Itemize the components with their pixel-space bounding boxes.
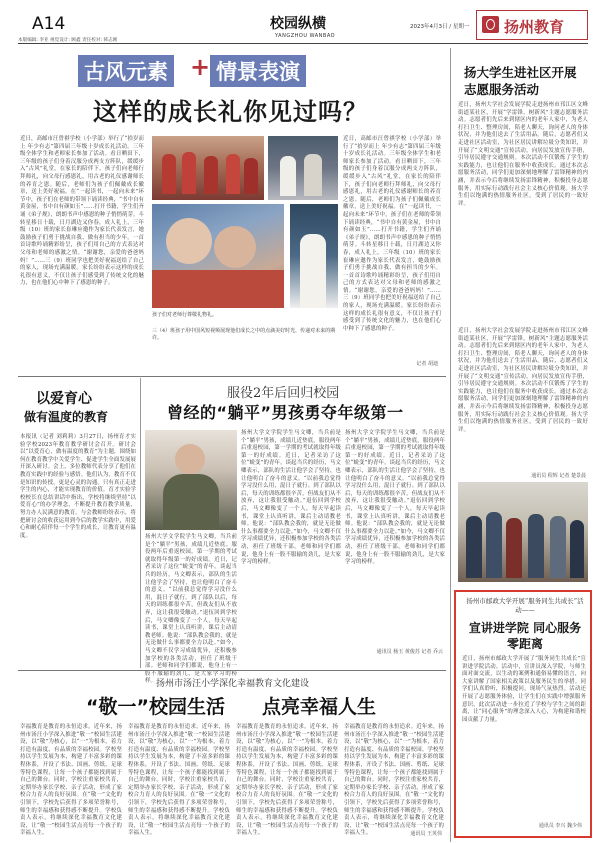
lead-title-part1: 古风元素 bbox=[78, 55, 174, 87]
page-header bbox=[18, 8, 588, 50]
lead-body: 近日，高邮市汪曾祺学校（小学部）举行了“拾岁而上 年少有志”第四届三年级十岁成长礼活动。三年级全体学生和老师家长参加了活动。看日晒田下，三年级的孩子们身着汉服分成两支方阵队，缓缓步入“古风”礼堂，在家长的陪伴下，孩子们向老师行拜师礼，向父母行感恩礼，用古老的礼仪感谢师长的养育之恩。随后，老师们为孩子们佩戴成长徽章，送上美好祝福。在“一起读书，一起向未来”环节中，孩子们在老师的带领下诵读经典，“书中自有黄金屋，书中自有颜如玉”……打开书籍，学生们齐诵《弟子规》，朗朗书声中感恩的种子悄悄萌芽。斗转星移日十载，日月湖边又你春，成人礼上，三年级（10）班的家长崔琳应邀作为家长代表发言，她鼓励孩子们勇于挑战自我、做有担当的少年。一首首诗歌吟诵精彩纷呈，孩子们用自己的方式表达对父母和老师的感激之情。“谢谢您，亲爱的爸爸妈妈！”……三（9）班同学也把美好祝福送给了自己的家人，现场充满温暖。家长纷纷表示这样的成长礼很有意义，不仅让孩子们感受到了传统文化的魅力，也在他们心中种下了感恩的种子。 bbox=[20, 136, 144, 287]
bottom-byline: 通讯员 王英伟 bbox=[410, 831, 442, 837]
mid-center-body-col2: 扬州大学文学院学生马文卿，当兵前是个“躺平”男孩，成绩几近垫底。服役两年后重返校园，第一学期的考试就取得年级第一的好成绩。近日，记者采访了这位“蜕变”的青年。谈起当兵的经历，马文卿表示，部队的生活让他学会了坚持，也让他明白了奋斗的意义。“以前我总觉得学习没什么用，混日子就行。到了部队以后，每天的训练都很辛苦，但战友们从不放弃，这让我很受触动。”退伍回到学校后，马文卿像变了一个人，每天早起读书，课堂上认真听讲，课后主动请教老师。他说：“部队教会我的，就是无论做什么事都要全力以赴。”如今，马文卿不仅学习成绩优异，还积极参加学校的各类活动，担任了班级干部。老师和同学们都说，他身上有一股不服输的劲儿，是大家学习的榜样。 bbox=[345, 430, 445, 566]
mid-center-photo bbox=[145, 430, 237, 530]
mid-center-byline: 通讯员 杨玉 黄俊苏 记者 乔云 bbox=[376, 649, 443, 655]
lead-photo-2 bbox=[268, 136, 338, 200]
lead-photo-caption: 孩子们对老师行尊敬礼物礼。 bbox=[152, 312, 218, 318]
bottom-body-col1: 幸福教育是教育的永恒追求。近年来，扬州市汤汪小学深入推进“敬一”校园生活建设，以“敬”为核心，以“一”为根本，着力打造有温度、有品质的幸福校园。学校坚持以学生发展为本，构建了丰富多彩的课程体系，开设了书法、国画、剪纸、足球等特色课程，让每一个孩子都能找到属于自己的舞台。同时，学校注重家校共育，定期举办家长学校、亲子活动，形成了家校合力育人的良好氛围。在“敬一”文化的引领下，学校先后获得了多项荣誉称号，师生的幸福感和获得感不断提升。学校负责人表示，将继续深化幸福教育文化建设，让“敬一”校园生活点亮每一个孩子的幸福人生。 bbox=[20, 724, 122, 837]
lead-title-line2: 这样的成长礼你见过吗？ bbox=[93, 98, 368, 126]
mid-center-title: 曾经的“躺平”男孩勇夺年级第一 bbox=[167, 403, 404, 422]
mid-left-title-2: 做有温度的教育 bbox=[24, 410, 109, 424]
right-box-title: 宣讲进学院 同心服务零距离 bbox=[468, 621, 582, 651]
seal-icon bbox=[482, 16, 499, 33]
right-top-byline: 通讯员 程辉 记者 楚景晨 bbox=[531, 473, 586, 479]
page-number: A14 bbox=[32, 14, 66, 34]
lead-body-col4: 近日，高邮市汪曾祺学校（小学部）举行了“拾岁而上 年少有志”第四届三年级十岁成长礼活动。三年级全体学生和老师家长参加了活动。看日晒田下，三年级的孩子们身着汉服分成两支方阵队，缓缓步入“古风”礼堂，在家长的陪伴下，孩子们向老师行拜师礼，向父母行感恩礼，用古老的礼仪感谢师长的养育之恩。随后，老师们为孩子们佩戴成长徽章，送上美好祝福。在“一起读书，一起向未来”环节中，孩子们在老师的带领下诵读经典，“书中自有黄金屋，书中自有颜如玉”……打开书籍，学生们齐诵《弟子规》，朗朗书声中感恩的种子悄悄萌芽。斗转星移日十载，日月湖边又你春，成人礼上，三年级（10）班的家长崔琳应邀作为家长代表发言，她鼓励孩子们勇于挑战自我、做有担当的少年。一首首诗歌吟诵精彩纷呈，孩子们用自己的方式表达对父母和老师的感激之情。“谢谢您，亲爱的爸爸妈妈！”……三（9）班同学也把美好祝福送给了自己的家人，现场充满温暖。家长纷纷表示这样的成长礼很有意义，不仅让孩子们感受到了传统文化的魅力，也在他们心中种下了感恩的种子。 bbox=[343, 136, 441, 332]
right-top-body-cont: 近日，扬州大学社会发展学院走进扬州市邗江区文峰街道某社区，开展“学雷锋，树新风”主题志愿服务活动。志愿者们先后来到辖区内的老年人家中，为老人打扫卫生、整理房间，陪老人聊天，询问老人的身体状况，并为他们送去了生活用品。随后，志愿者们又走进社区活动室，为社区居民讲解垃圾分类知识，并开展了“文明交通”宣传活动，向居民发放宣传手册，引导居民遵守交通规则。本次活动不仅锻炼了学生的实践能力，也让他们在服务中收获成长。通过本次志愿服务活动，同学们更加深刻地理解了雷锋精神的内涵，并表示今后将继续发扬雷锋精神，积极投身志愿服务，用实际行动践行社会主义核心价值观。扬大学生们以饱满的热情服务社区，受到了居民的一致好评。 bbox=[458, 328, 588, 433]
lead-title-plus: + bbox=[190, 53, 211, 81]
mid-left-title-1: 以爱育心 bbox=[36, 391, 92, 407]
section-title: 校园纵横 bbox=[270, 16, 326, 32]
mid-center-body-left: 扬州大学文学院学生马文卿，当兵前是个“躺平”男孩，成绩几近垫底。服役两年后重返校园，第一学期的考试就取得年级第一的好成绩。近日，记者采访了这位“蜕变”的青年。谈起当兵的经历，马文卿表示，部队的生活让他学会了坚持，也让他明白了奋斗的意义。“以前我总觉得学习没什么用，混日子就行。到了部队以后，每天的训练都很辛苦，但战友们从不放弃，这让我很受触动。”退伍回到学校后，马文卿像变了一个人，每天早起读书，课堂上认真听讲，课后主动请教老师。他说：“部队教会我的，就是无论做什么事都要全力以赴。”如今，马文卿不仅学习成绩优异，还积极参加学校的各类活动，担任了班级干部。老师和同学们都说，他身上有一股不服输的劲儿，是大家学习的榜样。 bbox=[145, 534, 237, 685]
bottom-kicker: 扬州市汤汪小学深化幸福教育文化建设 bbox=[156, 679, 310, 689]
lead-photo-caption-2: 三（4）班孩子用中国风短视频展现他们成长之中的点滴美好时光，传递对未来的期许。 bbox=[152, 328, 336, 341]
lead-photo-4 bbox=[290, 204, 338, 308]
lead-photo-3 bbox=[152, 204, 284, 308]
right-box-story bbox=[454, 590, 592, 838]
right-top-body: 近日，扬州大学社会发展学院走进扬州市邗江区文峰街道某社区，开展“学雷锋，树新风”主题志愿服务活动。志愿者们先后来到辖区内的老年人家中，为老人打扫卫生、整理房间，陪老人聊天，询问老人的身体状况，并为他们送去了生活用品。随后，志愿者们又走进社区活动室，为社区居民讲解垃圾分类知识，并开展了“文明交通”宣传活动，向居民发放宣传手册，引导居民遵守交通规则。本次活动不仅锻炼了学生的实践能力，也让他们在服务中收获成长。通过本次志愿服务活动，同学们更加深刻地理解了雷锋精神的内涵，并表示今后将继续发扬雷锋精神，积极投身志愿服务，用实际行动践行社会主义核心价值观。扬大学生们以饱满的热情服务社区，受到了居民的一致好评。 bbox=[458, 102, 588, 207]
right-box-byline: 通讯员 李兴 魏少伟 bbox=[538, 823, 582, 829]
lead-byline: 记者 胡迪 bbox=[416, 361, 438, 367]
right-top-story bbox=[456, 48, 591, 588]
bottom-body-col2: 幸福教育是教育的永恒追求。近年来，扬州市汤汪小学深入推进“敬一”校园生活建设，以“敬”为核心，以“一”为根本，着力打造有温度、有品质的幸福校园。学校坚持以学生发展为本，构建了丰富多彩的课程体系，开设了书法、国画、剪纸、足球等特色课程，让每一个孩子都能找到属于自己的舞台。同时，学校注重家校共育，定期举办家长学校、亲子活动，形成了家校合力育人的良好氛围。在“敬一”文化的引领下，学校先后获得了多项荣誉称号，师生的幸福感和获得感不断提升。学校负责人表示，将继续深化幸福教育文化建设，让“敬一”校园生活点亮每一个孩子的幸福人生。 bbox=[128, 724, 230, 837]
mid-left-story bbox=[18, 378, 138, 668]
bottom-title-part2: 点亮幸福人生 bbox=[262, 696, 377, 718]
right-top-photo bbox=[458, 482, 588, 582]
date-line: 2023年4月3日 / 星期一 bbox=[410, 24, 470, 30]
mid-left-body: 本报讯（记者 刘莉莉）3月27日，扬州育才实验学校2023年教育教学研讨会召开。研讨会以“以爱育心，做有温度的教育”为主题，围绕如何在教育教学中关爱学生、促进学生全面发展展开深入研讨。会上，多位教师代表分享了他们在教育实践中的经验与感悟。他们认为，教育不仅是知识的传授，更是心灵的沟通。只有真正走进学生的内心，才能实现教育的价值。育才实验学校校长在总结讲话中指出，学校将继续坚持“以爱育心”的办学理念，不断提升教育教学质量，努力办人民满意的教育。与会教师纷纷表示，将把研讨会的收获运用到今后的教学实践中，用爱心和耐心陪伴每一个学生的成长，让教育更有温度。 bbox=[20, 434, 136, 539]
lead-photo-1 bbox=[152, 136, 264, 200]
lead-title-banner bbox=[72, 51, 392, 91]
bottom-story bbox=[18, 672, 446, 840]
brand-logo bbox=[476, 10, 588, 40]
brand-name: 扬州教育 bbox=[504, 18, 565, 36]
section-subtitle: YANGZHOU WANBAO bbox=[275, 33, 336, 39]
bottom-body-col3: 幸福教育是教育的永恒追求。近年来，扬州市汤汪小学深入推进“敬一”校园生活建设，以“敬”为核心，以“一”为根本，着力打造有温度、有品质的幸福校园。学校坚持以学生发展为本，构建了丰富多彩的课程体系，开设了书法、国画、剪纸、足球等特色课程，让每一个孩子都能找到属于自己的舞台。同时，学校注重家校共育，定期举办家长学校、亲子活动，形成了家校合力育人的良好氛围。在“敬一”文化的引领下，学校先后获得了多项荣誉称号，师生的幸福感和获得感不断提升。学校负责人表示，将继续深化幸福教育文化建设，让“敬一”校园生活点亮每一个孩子的幸福人生。 bbox=[236, 724, 338, 837]
right-box-body: 近日，扬州市邮政大学开展了“服务同生共成长”宣讲进学院活动。活动中，宣讲员深入学院，与师生面对面交流，以生动的案例和通俗易懂的语言，向大家讲解了国家相关政策以及服务民生的举措。同学们认真聆听，积极提问，现场气氛热烈。活动还开展了志愿服务体验，让学生们在实践中增强服务意识。此次活动进一步拉近了学校与学生之间的距离，让“同心服务”的理念深入人心，为构建和谐校园贡献了力量。 bbox=[462, 656, 586, 723]
bottom-body-col4: 幸福教育是教育的永恒追求。近年来，扬州市汤汪小学深入推进“敬一”校园生活建设，以“敬”为核心，以“一”为根本，着力打造有温度、有品质的幸福校园。学校坚持以学生发展为本，构建了丰富多彩的课程体系，开设了书法、国画、剪纸、足球等特色课程，让每一个孩子都能找到属于自己的舞台。同时，学校注重家校共育，定期举办家长学校、亲子活动，形成了家校合力育人的良好氛围。在“敬一”文化的引领下，学校先后获得了多项荣誉称号，师生的幸福感和获得感不断提升。学校负责人表示，将继续深化幸福教育文化建设，让“敬一”校园生活点亮每一个孩子的幸福人生。 bbox=[344, 724, 444, 837]
right-top-title: 扬大学生进社区开展志愿服务活动 bbox=[464, 65, 577, 97]
mid-center-kicker: 服役2年后回归校园 bbox=[227, 386, 340, 401]
right-box-kicker: 扬州市邮政大学开展“服务同生共成长”活动—— bbox=[466, 597, 584, 614]
mid-center-body: 扬州大学文学院学生马文卿，当兵前是个“躺平”男孩，成绩几近垫底。服役两年后重返校园，第一学期的考试就取得年级第一的好成绩。近日，记者采访了这位“蜕变”的青年。谈起当兵的经历，马文卿表示，部队的生活让他学会了坚持，也让他明白了奋斗的意义。“以前我总觉得学习没什么用，混日子就行。到了部队以后，每天的训练都很辛苦，但战友们从不放弃，这让我很受触动。”退伍回到学校后，马文卿像变了一个人，每天早起读书，课堂上认真听讲，课后主动请教老师。他说：“部队教会我的，就是无论做什么事都要全力以赴。”如今，马文卿不仅学习成绩优异，还积极参加学校的各类活动，担任了班级干部。老师和同学们都说，他身上有一股不服输的劲儿，是大家学习的榜样。 bbox=[241, 430, 341, 566]
lead-title-part2: 情景表演 bbox=[210, 55, 306, 87]
bottom-title-part1: “敬一”校园生活 bbox=[86, 696, 225, 718]
editor-credit: 本版编辑: 李亚 视觉设计: 顾鑫 责任校对: 韩志刚 bbox=[18, 38, 118, 43]
